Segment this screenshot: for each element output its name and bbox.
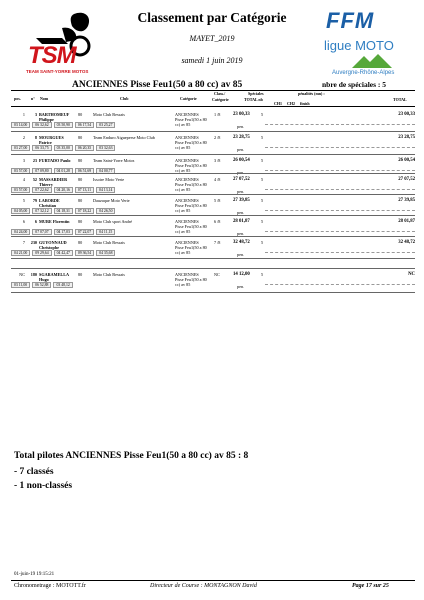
row-number: 52	[32, 177, 37, 182]
row-category: ANCIENNES Pisse Feu1(50 a 80 cc) av 85	[175, 272, 207, 287]
row-total: 28 01,87	[398, 219, 415, 224]
row-lap-times	[11, 122, 117, 128]
col-total: TOTAL	[393, 97, 407, 102]
row-category: ANCIENNES Pisse Feu1(50 a 80 cc) av 85	[175, 198, 207, 213]
lap-time: 06 52,88	[32, 282, 51, 288]
header-rule	[11, 90, 415, 91]
row-nat: 80	[78, 177, 83, 182]
row-pos: 1	[22, 112, 25, 117]
col-ch2: CH2	[287, 101, 295, 106]
row-specials: 5	[261, 177, 264, 182]
row-separator	[11, 292, 415, 293]
row-pos: 5	[22, 198, 25, 203]
row-club: Moto Club Bessais	[93, 272, 125, 277]
row-pos: NC	[19, 272, 25, 277]
ffm-logo-text: FFM	[326, 8, 375, 33]
row-club: Moto Club sport André	[93, 219, 132, 224]
lap-time: 07 32,12	[32, 208, 51, 214]
row-number: 79	[32, 198, 37, 203]
lap-time: 06 17,54	[75, 122, 94, 128]
lap-time: 04 26,50	[96, 208, 115, 214]
row-nat: 80	[78, 198, 83, 203]
lap-time: 03 57,00	[11, 187, 30, 193]
lap-time: 04 20,16	[54, 187, 73, 193]
row-category: ANCIENNES Pisse Feu1(50 a 80 cc) av 85	[175, 177, 207, 192]
row-class: 1 /8	[214, 112, 221, 117]
row-nat: 80	[78, 158, 83, 163]
row-category: ANCIENNES Pisse Feu1(50 a 80 cc) av 85	[175, 219, 207, 234]
lap-time: 06 32,62	[32, 122, 51, 128]
table-row	[11, 238, 415, 258]
row-specials: 5	[261, 240, 264, 245]
row-total: 32 48,72	[398, 240, 415, 245]
row-category: ANCIENNES Pisse Feu1(50 a 80 cc) av 85	[175, 158, 207, 173]
lap-time: 04 05,00	[11, 208, 30, 214]
row-category: ANCIENNES Pisse Feu1(50 a 80 cc) av 85	[175, 112, 207, 127]
row-total: 23 28,75	[398, 135, 415, 140]
specials-label: nbre de spéciales :	[322, 80, 381, 89]
row-number: 6	[34, 219, 37, 224]
row-pen-label: pen.	[237, 210, 245, 215]
row-specials: 5	[261, 219, 264, 224]
row-total: 26 00,54	[398, 158, 415, 163]
table-row	[11, 217, 415, 237]
row-category: ANCIENNES Pisse Feu1(50 a 80 cc) av 85	[175, 135, 207, 150]
row-time: 14 12,00	[233, 272, 250, 277]
row-class: 2 /8	[214, 135, 221, 140]
row-specials: 5	[261, 112, 264, 117]
row-nat: 80	[78, 112, 83, 117]
table-row	[11, 175, 415, 195]
lap-time: 09 29,64	[32, 250, 51, 256]
table-row	[11, 270, 415, 290]
row-time: 27 07,52	[233, 177, 250, 182]
row-class: NC	[214, 272, 220, 277]
row-name: LABORDE	[39, 198, 60, 203]
event-name: MAYET_2019	[189, 34, 235, 43]
lap-time: 03 27,00	[11, 145, 30, 151]
lap-time: 03 35,00	[54, 145, 73, 151]
row-name: MASSARDIER	[39, 177, 68, 182]
row-total: 27 39,85	[398, 198, 415, 203]
row-lap-times	[11, 250, 117, 256]
col-clas-sub: Catégorie	[212, 97, 229, 102]
col-penalties: pénalités (mn) :	[298, 91, 325, 96]
penalty-line	[265, 252, 415, 253]
ligue-region-text: Auvergne-Rhône-Alpes	[332, 70, 395, 76]
penalty-line	[265, 189, 415, 190]
row-firstname: Christian	[39, 203, 56, 208]
row-time: 23 28,75	[233, 135, 250, 140]
row-class: 5 /8	[214, 198, 221, 203]
row-time: 28 01,87	[233, 219, 250, 224]
row-pos: 7	[22, 240, 25, 245]
row-number: 230	[30, 240, 37, 245]
tsm-logo-text: TSM	[28, 42, 76, 69]
row-total: 23 00,33	[398, 112, 415, 117]
row-number: 3	[34, 112, 37, 117]
row-separator	[11, 258, 415, 259]
col-ch1: CH1	[274, 101, 282, 106]
ligue-moto-text: ligue MOTO	[324, 38, 394, 53]
penalty-line	[265, 210, 415, 211]
col-pos: pos.	[14, 96, 21, 101]
row-nat: 80	[78, 135, 83, 140]
row-lap-times	[11, 229, 117, 235]
row-name: SGARAMELLA	[39, 272, 70, 277]
footer-rule	[11, 580, 415, 581]
row-firstname: Hugo	[39, 277, 49, 282]
lap-time: 07 22,07	[75, 229, 94, 235]
category-title: ANCIENNES Pisse Feu1(50 a 80 cc) av 85	[72, 80, 243, 90]
footer-director: Directeur de Course : MONTAGNON David	[150, 583, 257, 589]
row-specials: 5	[261, 198, 264, 203]
row-class: 4 /8	[214, 177, 221, 182]
row-number: 23	[32, 158, 37, 163]
row-club: Team Saint-Yorre Motos	[93, 158, 135, 163]
row-separator	[11, 236, 415, 237]
row-name: MURE Florentin	[39, 219, 70, 224]
row-category: ANCIENNES Pisse Feu1(50 a 80 cc) av 85	[175, 240, 207, 255]
row-separator	[11, 215, 415, 216]
col-clas: Class./	[214, 91, 226, 96]
lap-time: 04 17,03	[54, 229, 73, 235]
table-row	[11, 133, 415, 153]
lap-time: 03 11,00	[11, 282, 30, 288]
row-nat: 80	[78, 272, 83, 277]
lap-time: 04 00,77	[96, 168, 115, 174]
row-club: Moto Club Bessais	[93, 240, 125, 245]
lap-time: 03 14,00	[11, 122, 30, 128]
tsm-logo-sub: TEAM SAINT-YORRE MOTOS	[26, 69, 89, 74]
table-row	[11, 110, 415, 130]
event-date: samedi 1 juin 2019	[181, 56, 243, 65]
lap-time: 09 36,54	[75, 250, 94, 256]
row-pos: 3	[22, 158, 25, 163]
row-club: Moto Club Bessais	[93, 112, 125, 117]
row-pos: 4	[22, 177, 25, 182]
lap-time: 07 18,22	[75, 208, 94, 214]
row-pen-label: pen.	[237, 252, 245, 257]
row-specials: 5	[261, 158, 264, 163]
row-separator	[11, 131, 415, 132]
summary-total: Total pilotes ANCIENNES Pisse Feu1(50 a 80 cc) av 85 : 8	[14, 451, 249, 461]
lap-time: 04 21,00	[11, 250, 30, 256]
lap-time: 06 51,69	[75, 168, 94, 174]
lap-time: 04 35,68	[96, 250, 115, 256]
row-specials: 5	[261, 135, 264, 140]
lap-time: 07 09,80	[32, 168, 51, 174]
row-firstname: Philippe	[39, 117, 54, 122]
lap-time: 04 42,47	[54, 250, 73, 256]
row-name: FURTADO Paulo	[39, 158, 71, 163]
row-class: 7 /8	[214, 240, 221, 245]
row-number: 180	[30, 272, 37, 277]
row-lap-times	[11, 208, 117, 214]
row-name: BARTHOMEUF	[39, 112, 70, 117]
row-total: NC	[408, 272, 415, 277]
col-category: Catégorie	[180, 96, 197, 101]
row-firstname: Patrice	[39, 140, 52, 145]
penalty-line	[265, 170, 415, 171]
summary-classified: - 7 classés	[14, 467, 54, 477]
row-time: 27 39,85	[233, 198, 250, 203]
lap-time: 03 57,00	[11, 168, 30, 174]
lap-time: 04 18,31	[54, 208, 73, 214]
specials-value: 5	[382, 80, 387, 89]
lap-time: 03 50,90	[54, 122, 73, 128]
row-specials: 5	[261, 272, 264, 277]
summary-unclassified: - 1 non-classés	[14, 481, 73, 491]
page-title: Classement par Catégorie	[137, 10, 287, 25]
row-separator	[11, 268, 415, 269]
row-nat: 80	[78, 240, 83, 245]
row-pen-label: pen.	[237, 147, 245, 152]
lap-time: 07 07,07	[32, 229, 51, 235]
row-pen-label: pen.	[237, 124, 245, 129]
row-separator	[11, 194, 415, 195]
row-firstname: Thierry	[39, 182, 53, 187]
lap-time: 07 13,11	[75, 187, 94, 193]
table-top-rule	[11, 106, 415, 107]
penalty-line	[265, 231, 415, 232]
row-lap-times	[11, 145, 117, 151]
lap-time: 06 20,35	[75, 145, 94, 151]
col-finish: finish	[300, 101, 310, 106]
row-firstname: Christophe	[39, 245, 60, 250]
penalty-line	[265, 284, 415, 285]
lap-time: 03 32,63	[96, 145, 115, 151]
footer-timestamp: 01-juin-19 19:15:21	[14, 572, 55, 577]
row-time: 32 48,72	[233, 240, 250, 245]
col-specials: Spéciales	[248, 91, 264, 96]
row-separator	[11, 154, 415, 155]
col-num: n°	[31, 96, 35, 101]
row-class: 3 /8	[214, 158, 221, 163]
lap-time: 06 33,75	[32, 145, 51, 151]
lap-time: 03 25,27	[96, 122, 115, 128]
row-club: Issoire Moto Verte	[93, 177, 125, 182]
row-time: 26 00,54	[233, 158, 250, 163]
lap-time: 04 11,15	[96, 229, 115, 235]
lap-time: 07 22,62	[32, 187, 51, 193]
row-separator	[11, 173, 415, 174]
row-total: 27 07,52	[398, 177, 415, 182]
table-row	[11, 196, 415, 216]
row-lap-times	[11, 282, 75, 288]
row-pen-label: pen.	[237, 189, 245, 194]
penalty-line	[265, 124, 415, 125]
penalty-line	[265, 147, 415, 148]
lap-time: 03 48,12	[53, 282, 72, 288]
row-club: Team Enduro Aigueperse Moto Club	[93, 135, 155, 140]
col-club: Club	[120, 96, 129, 101]
col-name: Nom	[40, 96, 49, 101]
row-pen-label: pen.	[237, 231, 245, 236]
row-class: 6 /8	[214, 219, 221, 224]
footer-chrono: Chronometrage : MOTOTT.fr	[14, 583, 86, 589]
lap-time: 04 13,14	[96, 187, 115, 193]
row-name: MOURGUES	[39, 135, 64, 140]
lap-time: 04 24,00	[11, 229, 30, 235]
col-total-nb: TOTAL nb	[244, 97, 263, 102]
row-club: Dauzaque Moto Verte	[93, 198, 130, 203]
specials-count	[322, 80, 386, 89]
lap-time: 04 01,28	[54, 168, 73, 174]
row-nat: 80	[78, 219, 83, 224]
row-lap-times	[11, 187, 117, 193]
row-time: 23 00,33	[233, 112, 250, 117]
row-name: GUYONNAUD	[39, 240, 67, 245]
footer-page: Page 17 sur 25	[352, 583, 389, 589]
row-pos: 6	[22, 219, 25, 224]
row-number: 8	[34, 135, 37, 140]
row-pos: 2	[22, 135, 25, 140]
row-pen-label: pen.	[237, 284, 245, 289]
